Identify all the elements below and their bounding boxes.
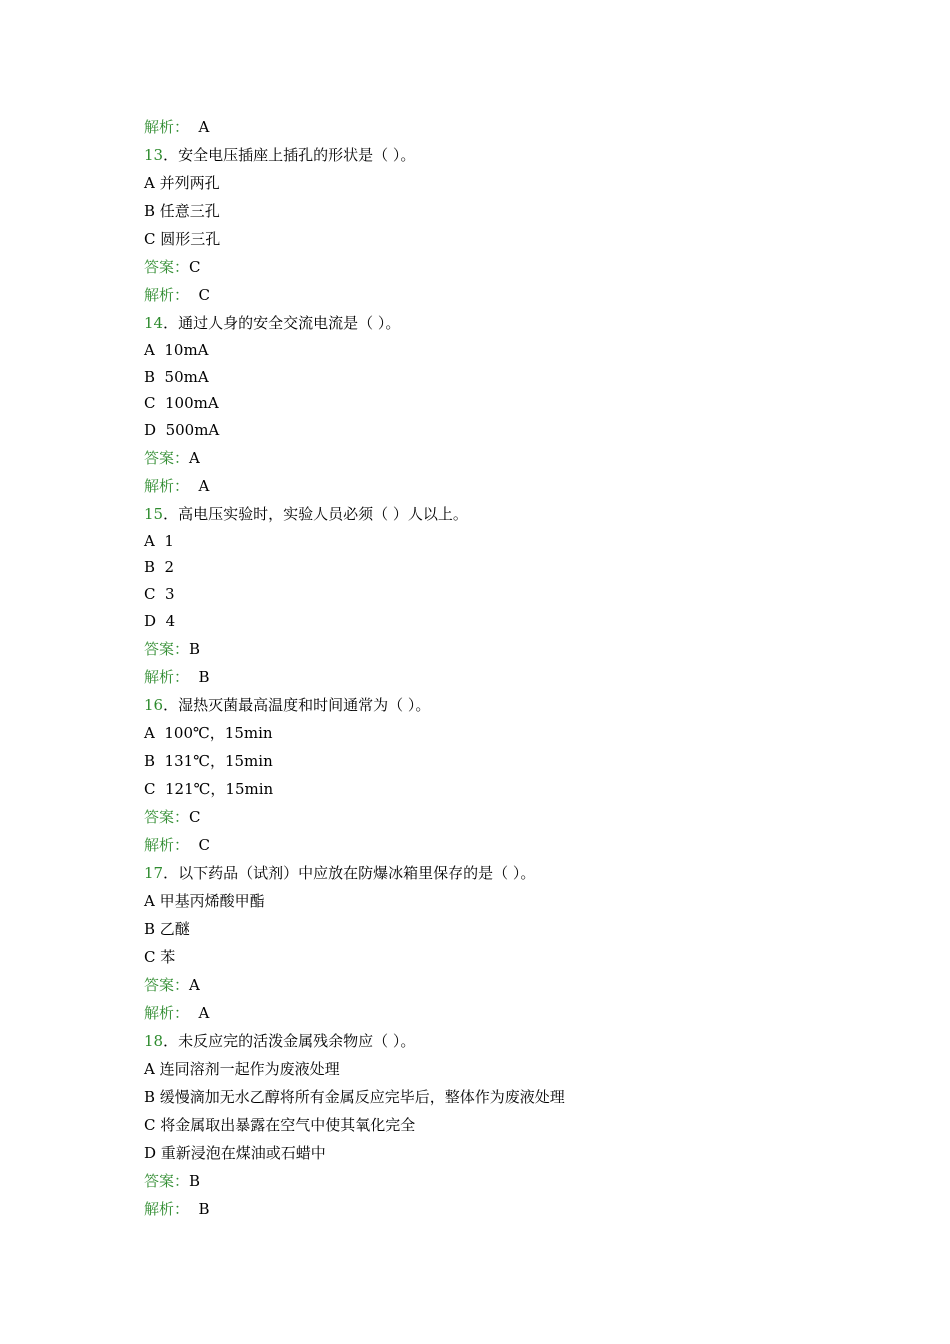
option-item: D 500mA	[144, 421, 220, 440]
answer-line	[144, 803, 824, 831]
question-title	[144, 141, 824, 169]
answer-label: 答案：	[144, 258, 190, 276]
analysis-line	[144, 472, 824, 500]
analysis-label: 解析：	[144, 1199, 190, 1218]
option-item: B 2	[144, 558, 175, 577]
answer-value: A	[189, 975, 200, 994]
answer-line	[144, 971, 824, 999]
document-page	[144, 113, 824, 1223]
analysis-label: 解析：	[144, 1003, 190, 1022]
question-number: 14	[144, 314, 164, 332]
question-number: 18	[144, 1031, 164, 1050]
question-title	[144, 309, 824, 337]
analysis-value: B	[189, 667, 210, 686]
analysis-line	[144, 831, 824, 859]
question-title	[144, 691, 824, 719]
option-item: D 4	[144, 611, 176, 630]
question-number: 17	[144, 863, 164, 882]
answer-line	[144, 1167, 824, 1195]
analysis-label: 解析：	[144, 118, 190, 136]
question-text: ．高电压实验时，实验人员必须（ ）人以上。	[163, 504, 468, 523]
analysis-label: 解析：	[144, 667, 190, 686]
analysis-line	[144, 999, 824, 1027]
option-item: A 100℃，15min	[144, 723, 273, 742]
analysis-label: 解析：	[144, 835, 190, 854]
option-item: C 将金属取出暴露在空气中使其氧化完全	[144, 1115, 416, 1134]
analysis-line	[144, 1195, 824, 1223]
question-block	[144, 1027, 824, 1223]
answer-value: B	[189, 1171, 201, 1190]
answer-label: 答案：	[144, 807, 190, 826]
answer-line	[144, 444, 824, 472]
answer-value: B	[189, 639, 201, 658]
answer-value: C	[189, 807, 201, 826]
question-text: ．通过人身的安全交流电流是（ ）。	[163, 314, 401, 332]
answer-line	[144, 253, 824, 281]
option-item: B 乙醚	[144, 919, 190, 938]
analysis-value: A	[189, 1003, 210, 1022]
analysis-value: C	[189, 286, 211, 304]
analysis-value: A	[189, 118, 210, 136]
option-item: A 甲基丙烯酸甲酯	[144, 891, 265, 910]
answer-value: A	[189, 448, 200, 467]
question-number: 16	[144, 695, 164, 714]
option-item: C 苯	[144, 947, 176, 966]
question-text: ．未反应完的活泼金属残余物应（ ）。	[163, 1031, 416, 1050]
answer-value: C	[189, 258, 201, 276]
question-number: 15	[144, 504, 164, 523]
question-block	[144, 500, 824, 691]
option-item: A 10mA	[144, 341, 209, 359]
analysis-label: 解析：	[144, 476, 190, 495]
option-item: C 圆形三孔	[144, 230, 221, 248]
analysis-label: 解析：	[144, 286, 190, 304]
analysis-line	[144, 113, 824, 141]
option-item: C 3	[144, 585, 175, 604]
option-item: A 并列两孔	[144, 174, 220, 192]
option-item: D 重新浸泡在煤油或石蜡中	[144, 1143, 326, 1162]
question-text: ．以下药品（试剂）中应放在防爆冰箱里保存的是（ ）。	[163, 863, 536, 882]
option-item: B 131℃，15min	[144, 751, 273, 770]
analysis-value: B	[189, 1199, 210, 1218]
analysis-value: C	[189, 835, 211, 854]
option-item: C 121℃，15min	[144, 779, 274, 798]
analysis-line	[144, 663, 824, 691]
option-item: A 连同溶剂一起作为废液处理	[144, 1059, 340, 1078]
question-text: ．湿热灭菌最高温度和时间通常为（ ）。	[163, 695, 431, 714]
question-text: ．安全电压插座上插孔的形状是（ ）。	[163, 146, 416, 164]
option-item: A 1	[144, 531, 174, 550]
answer-label: 答案：	[144, 975, 190, 994]
question-title	[144, 859, 824, 887]
answer-label: 答案：	[144, 1171, 190, 1190]
question-block	[144, 141, 824, 309]
question-number: 13	[144, 146, 164, 164]
question-block	[144, 859, 824, 1027]
analysis-value: A	[189, 476, 210, 495]
question-list	[144, 141, 824, 1223]
analysis-line	[144, 281, 824, 309]
answer-label: 答案：	[144, 448, 190, 467]
question-title	[144, 500, 824, 528]
question-block	[144, 309, 824, 500]
option-item: B 50mA	[144, 367, 209, 386]
option-item: C 100mA	[144, 394, 219, 413]
answer-line	[144, 635, 824, 663]
option-item: B 缓慢滴加无水乙醇将所有金属反应完毕后，整体作为废液处理	[144, 1087, 565, 1106]
question-block	[144, 691, 824, 859]
answer-label: 答案：	[144, 639, 190, 658]
question-title	[144, 1027, 824, 1055]
option-item: B 任意三孔	[144, 202, 220, 220]
